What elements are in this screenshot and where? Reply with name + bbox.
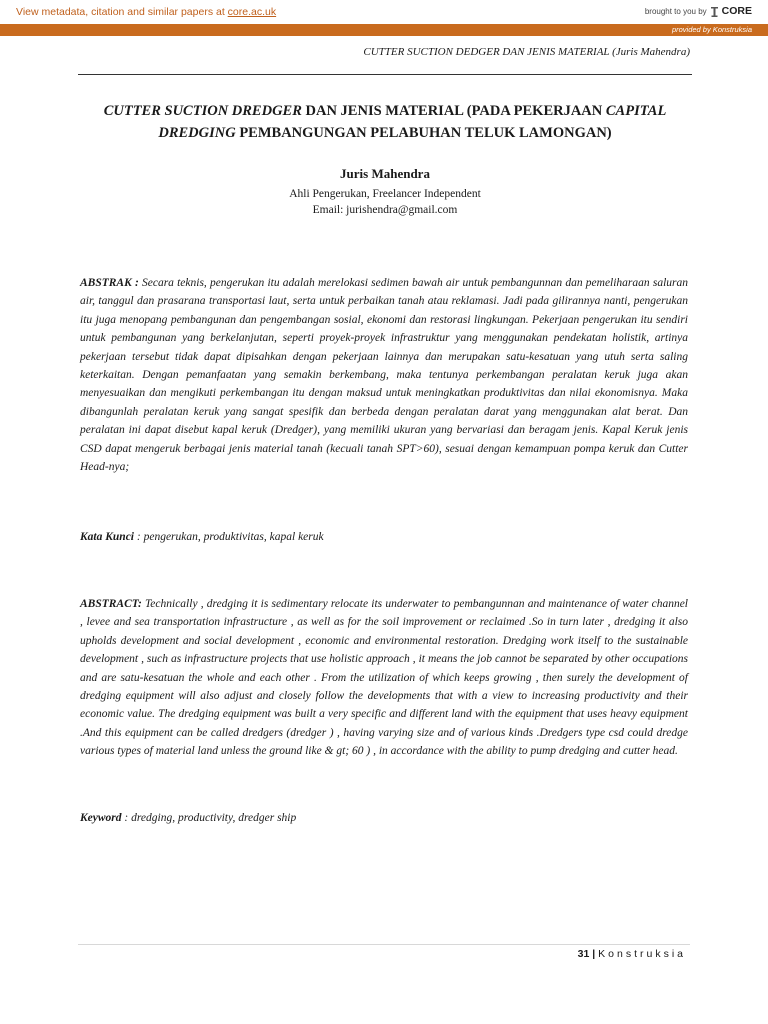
core-brand[interactable] [645,5,752,17]
abstrak-label: ABSTRAK : [80,277,139,289]
running-head: CUTTER SUCTION DEDGER DAN JENIS MATERIAL (Juris Mahendra) [363,46,690,58]
abstrak-text: Secara teknis, pengerukan itu adalah merelokasi sedimen bawah air untuk pembangunnan dan pemeliharaan saluran air, tanggul dan prasarana transportasi laut, serta untuk perbaikan tanah atau reklamasi. Jadi pada gilirannya nanti, pengerukan itu juga menopang pembangunan dan pengembangan sosial, ekonomi dan restorasi lingkungan. Pekerjaan pengerukan itu sendiri untuk pembangunan yang berkelanjutan, seperti proyek-proyek infrastruktur yang menggunakan pendekatan holistik, artinya pekerjaan tersebut tidak dapat dipisahkan dengan pekerjaan lainnya dan merupakan satu-kesatuan yang utuh serta saling keterkaitan. Dengan pemanfaatan yang semakin berkembang, maka tentunya perkembangan peralatan keruk juga akan menyesuaikan dan mengikuti perkembangan itu dengan maksud untuk meningkatkan produktivitas dan nilai ekonomisnya. Maka dibangunlah peralatan keruk yang sangat spesifik dan berbeda dengan peralatan darat yang menggunakan alat berat. Dan peralatan ini dapat disebut kapal keruk (Dredger), yang memiliki ukuran yang bervariasi dan beragam jenis. Kapal Keruk jenis CSD dapat mengeruk berbagai jenis material tanah (kecuali tanah SPT>60), sesuai dengan kemampuan pompa keruk dan Cutter Head-nya; [80,277,688,474]
title-part-3: CAPITAL DREDGING [158,103,667,141]
kata-kunci-text: : pengerukan, produktivitas, kapal keruk [134,531,324,543]
title-part-2: DAN JENIS MATERIAL (PADA PEKERJAAN [301,103,606,119]
abstract-paragraph [80,595,688,761]
paper-title [80,100,690,144]
header-rule [78,74,692,75]
author-name: Juris Mahendra [340,166,430,181]
core-metadata-prefix: View metadata, citation and similar papers at [16,6,225,18]
kata-kunci-label: Kata Kunci [80,531,135,543]
core-brand-name: CORE [721,5,752,17]
abstrak-paragraph [80,274,688,476]
core-link[interactable]: core.ac.uk [227,6,277,18]
core-banner [0,0,768,25]
brought-by-text: brought to you by [644,6,707,16]
abstract-text: Technically , dredging it is sedimentary relocate its underwater to pembangunnan and maintenance of water channel , levee and sea transportation infrastructure , as well as for the soil improvement or reclaimed .So in turn later , dredging it also upholds development and social development , economic and environmental restoration. Dredging work itself to the sustainable development , such as infrastructure projects that use holistic approach , it means the job cannot be separated by other occupations and are satu-kesatuan the whole and each other . From the utilization of which keeps growing , then surely the development of dredging equipment will also adjust and closely follow the developments that with a view to increasing productivity and their economic value. The dredging equipment was built a very specific and different land with the equipment that uses heavy equipment .And this equipment can be called dredgers (dredger ) , having varying size and of various kinds .Dredgers type csd could dredge various types of material land unless the ground like & gt; 60 ) , in accordance with the ability to pump dredging and cutter head. [80,598,688,758]
core-metadata-text [16,6,276,18]
keyword-text: : dredging, productivity, dredger ship [121,812,297,824]
title-part-4: PEMBANGUNGAN PELABUHAN TELUK LAMONGAN) [235,125,612,141]
footer-rule [78,944,690,945]
core-logo-icon [710,5,719,17]
author-info [80,186,690,218]
provided-by-text: provided by Konstruksia [671,25,752,34]
journal-name: Konstruksia [598,948,686,960]
keyword-paragraph [80,809,688,827]
provider-bar [0,24,768,36]
page-footer [80,948,686,960]
kata-kunci-paragraph [80,528,688,546]
footer-separator: | [589,948,599,960]
page-number: 31 [577,948,590,960]
author-email: Email: jurishendra@gmail.com [312,204,458,216]
abstract-label: ABSTRACT: [80,598,142,610]
affiliation: Ahli Pengerukan, Freelancer Independent [289,188,481,200]
keyword-label: Keyword [80,812,122,824]
title-part-1: CUTTER SUCTION DREDGER [103,103,302,119]
